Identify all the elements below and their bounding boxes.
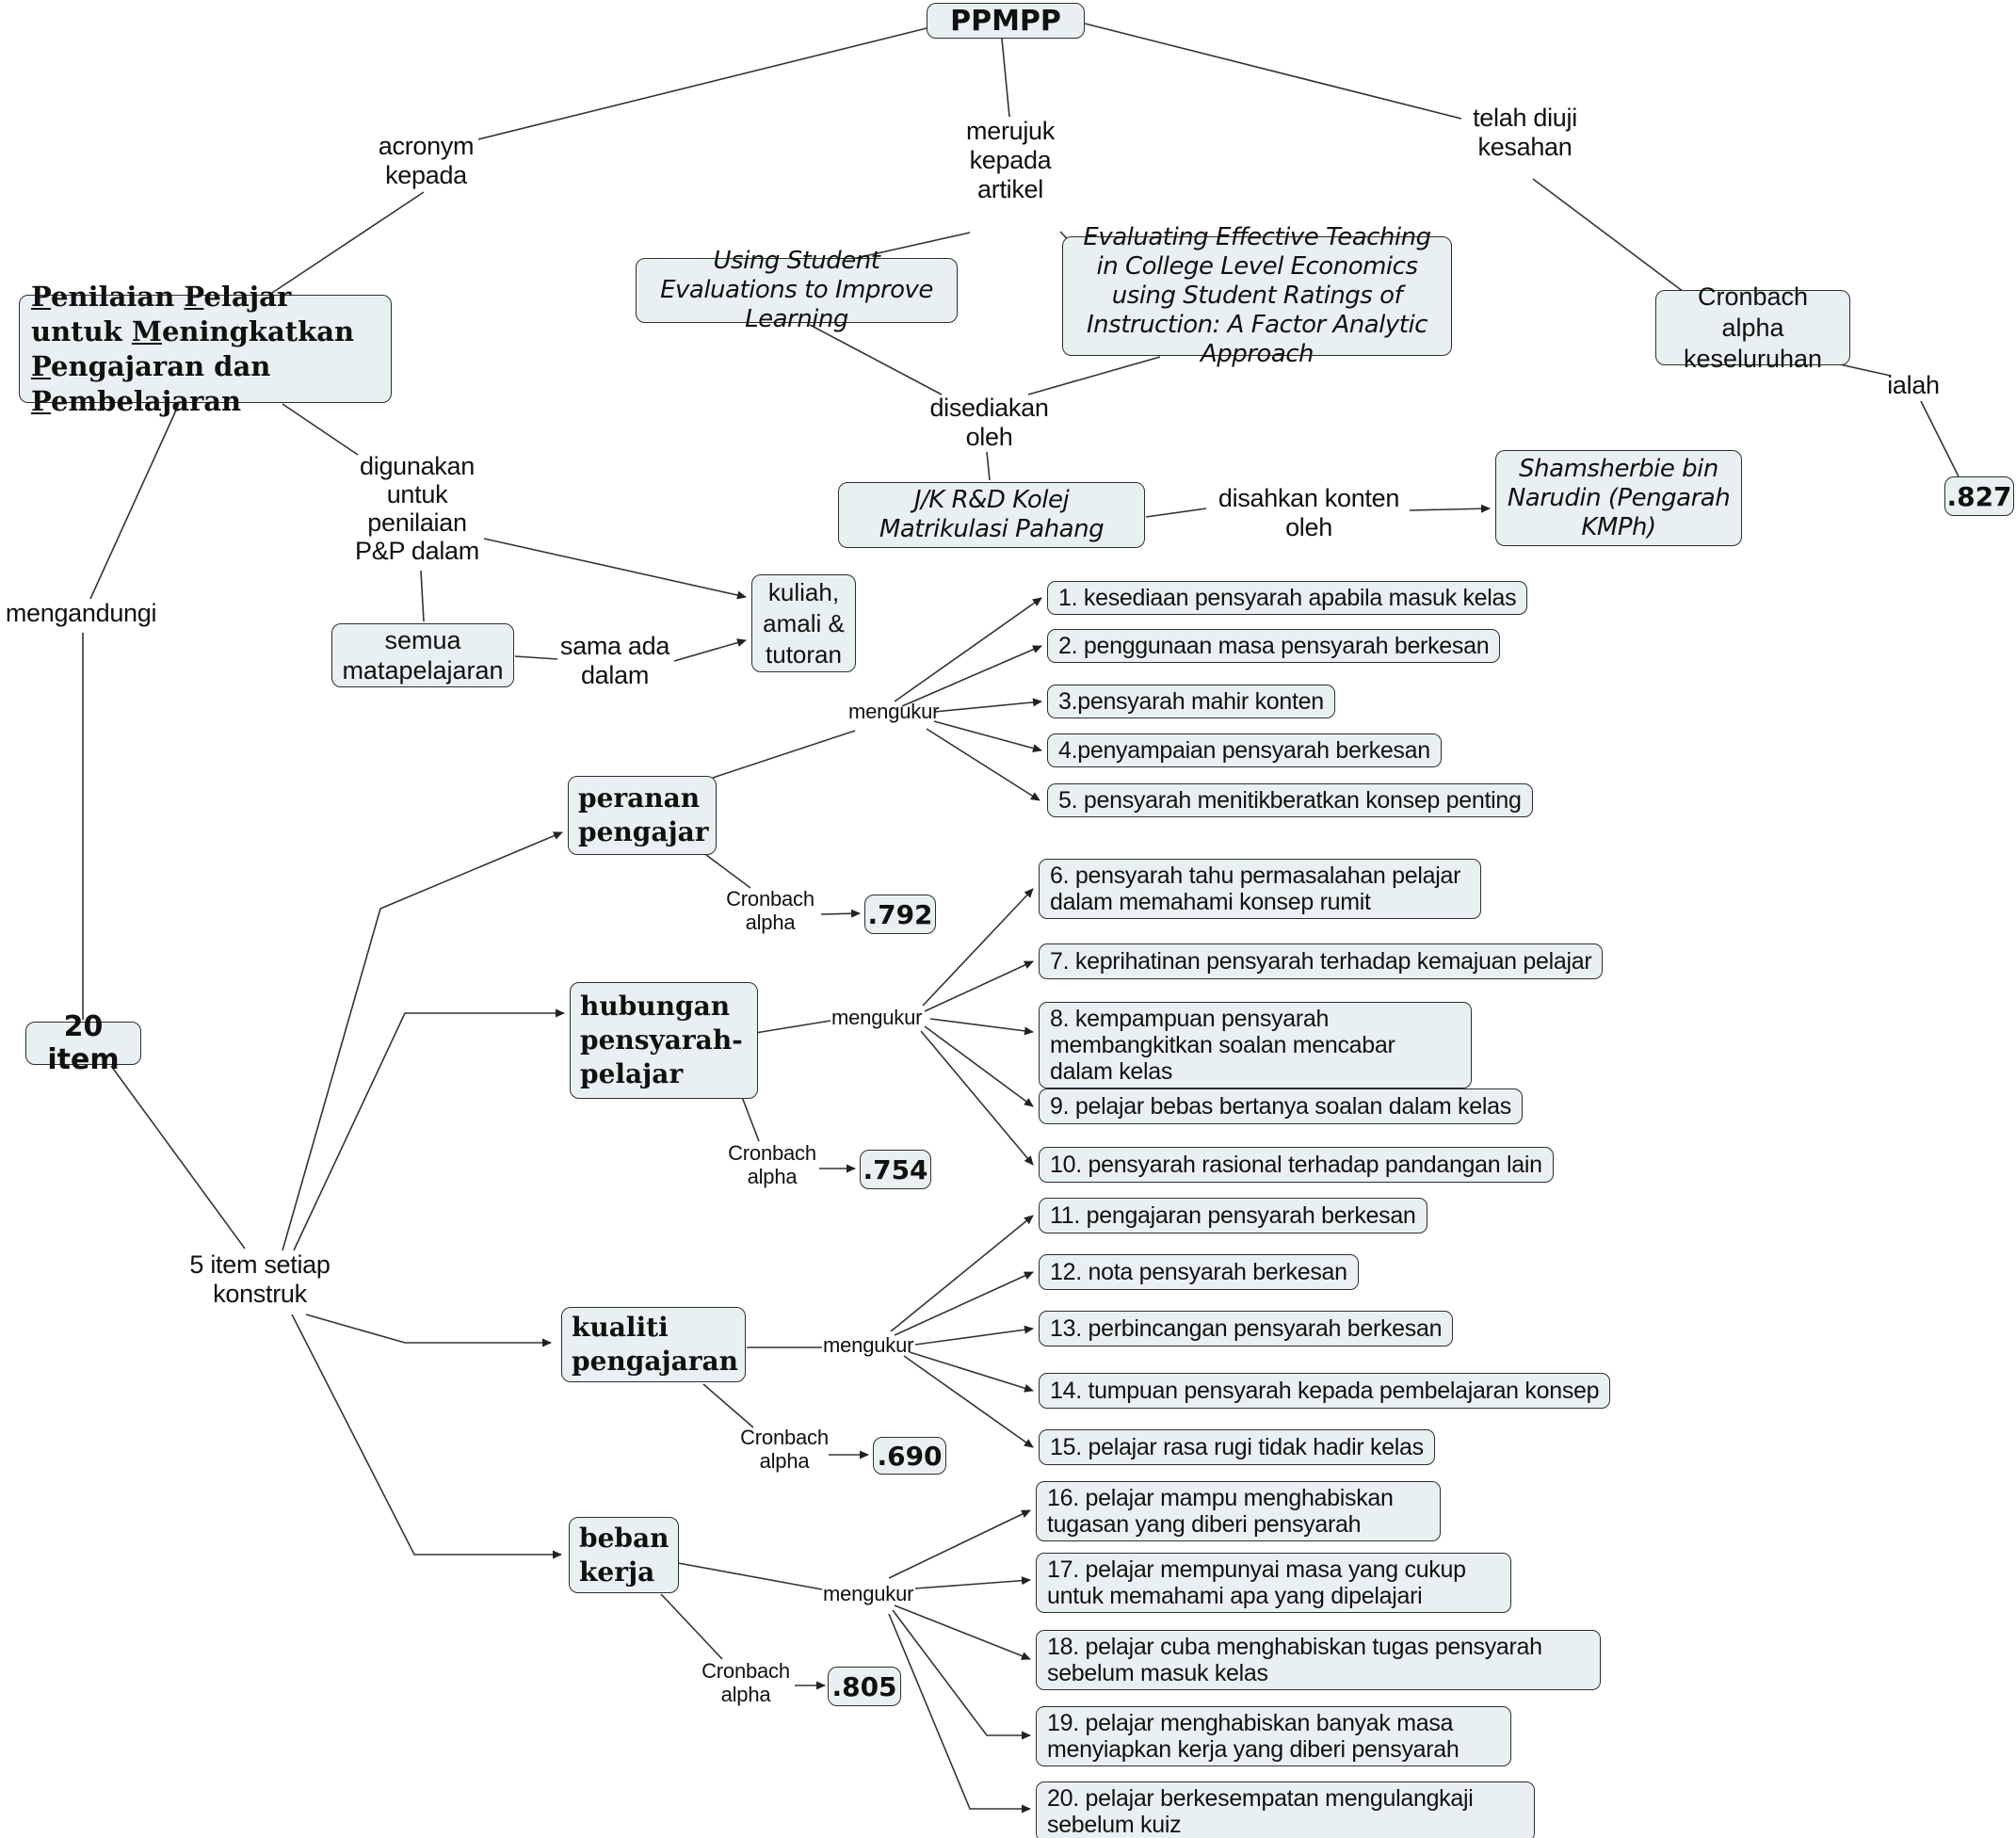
edge-label-disediakan-oleh: disediakan oleh [929,394,1049,451]
node-item-12[interactable]: 12. nota pensyarah berkesan [1039,1254,1359,1290]
node-alpha-peranan[interactable]: .792 [864,895,936,934]
underlined-letter: P [31,349,52,382]
node-item-17[interactable]: 17. pelajar mempunyai masa yang cukup untuk memahami apa yang dipelajari [1036,1553,1511,1613]
node-item-16[interactable]: 16. pelajar mampu menghabiskan tugasan yang diberi pensyarah [1036,1481,1441,1541]
node-construct-beban-kerja[interactable]: beban kerja [569,1517,679,1593]
node-item-5[interactable]: 5. pensyarah menitikberatkan konsep penting [1047,783,1533,817]
edge-label-cronbach-alpha-3: Cronbach alpha [740,1426,829,1473]
node-item-6[interactable]: 6. pensyarah tahu permasalahan pelajar dalam memahami konsep rumit [1039,859,1481,919]
edge-label-merujuk-kepada-artikel: merujuk kepada artikel [966,117,1055,203]
edge-label-disahkan-konten-oleh: disahkan konten oleh [1218,484,1400,541]
node-item-1[interactable]: 1. kesediaan pensyarah apabila masuk kelas [1047,581,1527,615]
node-item-15[interactable]: 15. pelajar rasa rugi tidak hadir kelas [1039,1429,1435,1465]
node-provider[interactable]: J/K R&D Kolej Matrikulasi Pahang [838,482,1145,548]
node-construct-hubungan[interactable]: hubungan pensyarah-pelajar [570,982,758,1099]
edge-label-cronbach-alpha-1: Cronbach alpha [726,887,814,934]
edge-label-acronym-kepada: acronym kepada [378,132,475,189]
node-alpha-beban[interactable]: .805 [828,1667,901,1706]
edge-label-mengukur-2: mengukur [831,1006,923,1029]
underlined-letter: P [184,280,204,313]
edge-label-mengandungi: mengandungi [5,599,157,627]
node-cronbach-overall[interactable]: Cronbach alpha keseluruhan [1655,290,1850,365]
node-construct-kualiti[interactable]: kualiti pengajaran [561,1307,746,1382]
node-item-18[interactable]: 18. pelajar cuba menghabiskan tugas pensyarah sebelum masuk kelas [1036,1630,1601,1690]
node-item-3[interactable]: 3.pensyarah mahir konten [1047,685,1335,718]
node-validator[interactable]: Shamsherbie bin Narudin (Pengarah KMPh) [1495,450,1742,546]
node-semua-matapelajaran[interactable]: semua matapelajaran [331,623,514,687]
edge-label-cronbach-alpha-2: Cronbach alpha [728,1141,816,1188]
node-article-2[interactable]: Evaluating Effective Teaching in College Level Economics using Student Ratings of Instruction: A Factor Analytic Approach [1062,236,1452,356]
edge-label-digunakan-untuk: digunakan untuk penilaian P&P dalam [355,452,479,565]
node-item-4[interactable]: 4.penyampaian pensyarah berkesan [1047,734,1442,767]
underlined-letter: M [131,314,162,347]
node-item-9[interactable]: 9. pelajar bebas bertanya soalan dalam kelas [1039,1088,1523,1124]
edge-label-mengukur-4: mengukur [823,1582,914,1605]
full-name-text: Penilaian Pelajar untuk Meningkatkan Pengajaran dan Pembelajaran [31,280,355,417]
node-item-10[interactable]: 10. pensyarah rasional terhadap pandangan lain [1039,1147,1554,1183]
node-item-8[interactable]: 8. kempampuan pensyarah membangkitkan soalan mencabar dalam kelas [1039,1002,1472,1088]
edge-label-cronbach-alpha-4: Cronbach alpha [702,1659,790,1706]
node-item-20[interactable]: 20. pelajar berkesempatan mengulangkaji sebelum kuiz [1036,1782,1535,1838]
node-20-item[interactable]: 20 item [25,1022,141,1065]
edge-label-telah-diuji-kesahan: telah diuji kesahan [1473,104,1577,161]
node-full-name[interactable] [19,280,392,417]
node-alpha-overall[interactable]: .827 [1944,476,2014,516]
node-article-1[interactable]: Using Student Evaluations to Improve Learning [636,258,958,323]
node-item-2[interactable]: 2. penggunaan masa pensyarah berkesan [1047,629,1500,663]
edge-label-mengukur-1: mengukur [848,700,940,723]
edge-label-5-item-setiap-konstruk: 5 item setiap konstruk [189,1250,331,1308]
edge-label-ialah: ialah [1887,371,1940,399]
node-item-7[interactable]: 7. keprihatinan pensyarah terhadap kemajuan pelajar [1039,943,1603,979]
node-alpha-kualiti[interactable]: .690 [873,1437,946,1475]
node-kuliah-amali-tutoran[interactable]: kuliah, amali & tutoran [751,574,856,672]
node-construct-peranan-pengajar[interactable]: peranan pengajar [568,776,717,855]
node-alpha-hubungan[interactable]: .754 [860,1150,931,1189]
node-ppmpp[interactable]: PPMPP [927,3,1085,39]
underlined-letter: P [31,280,52,313]
node-item-13[interactable]: 13. perbincangan pensyarah berkesan [1039,1311,1453,1346]
node-item-19[interactable]: 19. pelajar menghabiskan banyak masa menyiapkan kerja yang diberi pensyarah [1036,1706,1511,1766]
node-item-11[interactable]: 11. pengajaran pensyarah berkesan [1039,1198,1427,1233]
node-item-14[interactable]: 14. tumpuan pensyarah kepada pembelajaran konsep [1039,1373,1610,1409]
edge-label-sama-ada-dalam: sama ada dalam [559,632,670,689]
underlined-letter: P [31,384,52,417]
edge-label-mengukur-3: mengukur [823,1333,914,1357]
